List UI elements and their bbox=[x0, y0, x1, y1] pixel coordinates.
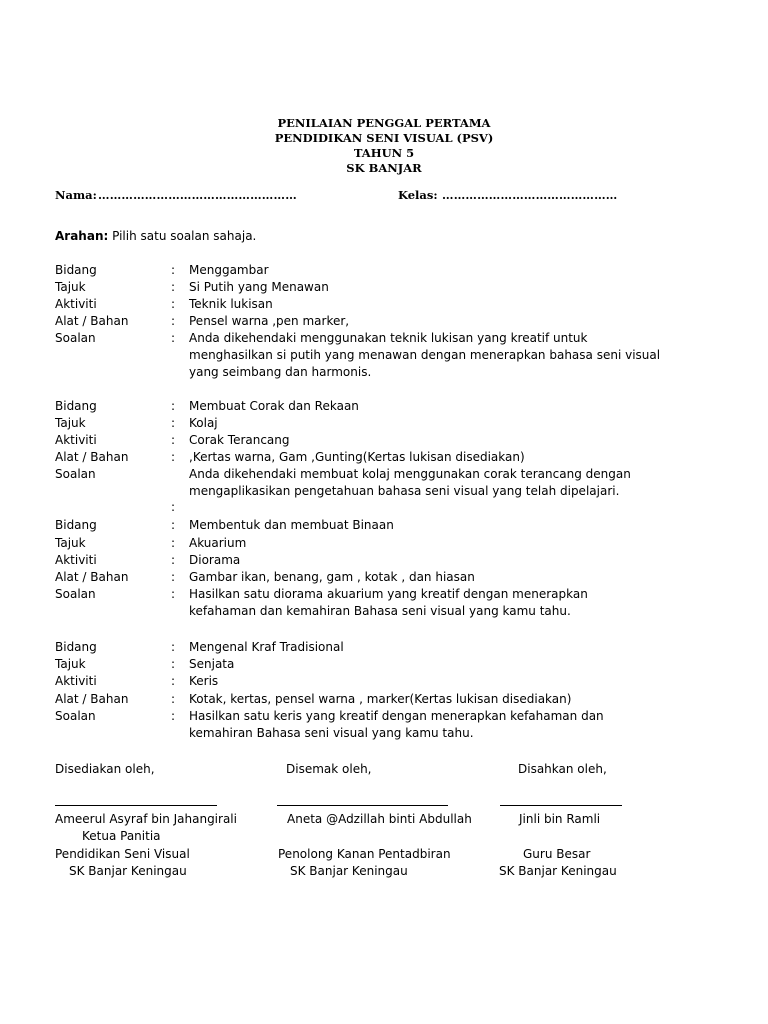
row-label: Bidang bbox=[55, 640, 97, 654]
signature-line bbox=[55, 805, 217, 806]
row-value: Membentuk dan membuat Binaan bbox=[189, 518, 394, 532]
signature-name: Aneta @Adzillah binti Abdullah bbox=[287, 812, 472, 826]
row-label: Tajuk bbox=[55, 416, 86, 430]
row-colon: : bbox=[171, 280, 176, 294]
question-text-continued: mengaplikasikan pengetahuan bahasa seni visual yang telah dipelajari. bbox=[189, 484, 620, 498]
field-row bbox=[0, 674, 768, 691]
row-value: Membuat Corak dan Rekaan bbox=[189, 399, 359, 413]
row-label: Bidang bbox=[55, 399, 97, 413]
row-colon: : bbox=[171, 450, 176, 464]
signature-role: Disemak oleh, bbox=[286, 762, 372, 776]
row-value: Hasilkan satu diorama akuarium yang kreatif dengan menerapkan bbox=[189, 587, 588, 601]
signature-title: Penolong Kanan Pentadbiran bbox=[278, 847, 451, 861]
question-text-continued: kemahiran Bahasa seni visual yang kamu tahu. bbox=[189, 726, 474, 740]
signature-line bbox=[500, 805, 622, 806]
row-value: ,Kertas warna, Gam ,Gunting(Kertas lukisan disediakan) bbox=[189, 450, 525, 464]
row-value: Kolaj bbox=[189, 416, 218, 430]
row-value: Mengenal Kraf Tradisional bbox=[189, 640, 344, 654]
field-row bbox=[0, 570, 768, 587]
signature-role: Disediakan oleh, bbox=[55, 762, 155, 776]
row-value: Hasilkan satu keris yang kreatif dengan menerapkan kefahaman dan bbox=[189, 709, 604, 723]
signature-name: Jinli bin Ramli bbox=[519, 812, 601, 826]
row-value: Kotak, kertas, pensel warna , marker(Kertas lukisan disediakan) bbox=[189, 692, 572, 706]
row-label: Soalan bbox=[55, 709, 96, 723]
field-row bbox=[0, 536, 768, 553]
row-label: Soalan bbox=[55, 467, 96, 481]
field-row bbox=[0, 416, 768, 433]
field-row bbox=[0, 657, 768, 674]
field-row bbox=[0, 263, 768, 280]
row-colon: : bbox=[171, 399, 176, 413]
row-value: Corak Terancang bbox=[189, 433, 290, 447]
row-colon: : bbox=[171, 657, 176, 671]
question-text-continued: menghasilkan si putih yang menawan dengan menerapkan bahasa seni visual bbox=[189, 348, 661, 362]
row-colon: : bbox=[171, 433, 176, 447]
row-colon: : bbox=[171, 640, 176, 654]
signature-school: SK Banjar Keningau bbox=[290, 864, 408, 878]
field-row bbox=[0, 450, 768, 467]
question-text-continued: yang seimbang dan harmonis. bbox=[189, 365, 372, 379]
row-value: Anda dikehendaki membuat kolaj menggunakan corak terancang dengan bbox=[189, 467, 631, 481]
row-colon: : bbox=[171, 263, 176, 277]
row-label: Alat / Bahan bbox=[55, 570, 129, 584]
signature-name: Ameerul Asyraf bin Jahangirali bbox=[55, 812, 237, 826]
row-label: Soalan bbox=[55, 331, 96, 345]
field-row bbox=[0, 399, 768, 416]
field-row bbox=[0, 692, 768, 709]
row-label: Bidang bbox=[55, 263, 97, 277]
question-text-continued: kefahaman dan kemahiran Bahasa seni visual yang kamu tahu. bbox=[189, 604, 571, 618]
row-label: Soalan bbox=[55, 587, 96, 601]
instruction-label: Arahan: bbox=[55, 229, 109, 243]
row-value: Senjata bbox=[189, 657, 235, 671]
row-label: Tajuk bbox=[55, 280, 86, 294]
row-label: Tajuk bbox=[55, 536, 86, 550]
row-value: Akuarium bbox=[189, 536, 247, 550]
kelas-field: ……………………………………… bbox=[442, 188, 618, 202]
stray-colon: : bbox=[171, 500, 176, 514]
field-row bbox=[0, 314, 768, 331]
row-label: Tajuk bbox=[55, 657, 86, 671]
row-label: Aktiviti bbox=[55, 674, 97, 688]
row-label: Alat / Bahan bbox=[55, 450, 129, 464]
row-colon: : bbox=[171, 674, 176, 688]
instruction-text: Pilih satu soalan sahaja. bbox=[108, 229, 257, 243]
row-colon: : bbox=[171, 553, 176, 567]
signature-school: SK Banjar Keningau bbox=[69, 864, 187, 878]
row-label: Bidang bbox=[55, 518, 97, 532]
nama-field: …………………………………………… bbox=[98, 188, 297, 202]
field-row bbox=[0, 553, 768, 570]
row-colon: : bbox=[171, 692, 176, 706]
row-value: Pensel warna ,pen marker, bbox=[189, 314, 350, 328]
nama-label: Nama: bbox=[55, 188, 97, 202]
field-row bbox=[0, 587, 768, 604]
row-value: Si Putih yang Menawan bbox=[189, 280, 329, 294]
signature-line bbox=[277, 805, 448, 806]
row-colon: : bbox=[171, 416, 176, 430]
field-row bbox=[0, 467, 768, 484]
signature-title: Ketua Panitia bbox=[82, 829, 161, 843]
row-value: Menggambar bbox=[189, 263, 269, 277]
row-colon: : bbox=[171, 536, 176, 550]
signature-title: Pendidikan Seni Visual bbox=[55, 847, 190, 861]
signature-title: Guru Besar bbox=[523, 847, 591, 861]
row-label: Alat / Bahan bbox=[55, 692, 129, 706]
row-value: Diorama bbox=[189, 553, 241, 567]
subject-title: PENDIDIKAN SENI VISUAL (PSV) bbox=[274, 131, 494, 145]
row-value: Keris bbox=[189, 674, 219, 688]
row-colon: : bbox=[171, 331, 176, 345]
row-colon: : bbox=[171, 709, 176, 723]
row-colon: : bbox=[171, 570, 176, 584]
row-colon: : bbox=[171, 587, 176, 601]
row-label: Alat / Bahan bbox=[55, 314, 129, 328]
field-row bbox=[0, 297, 768, 314]
row-label: Aktiviti bbox=[55, 297, 97, 311]
field-row bbox=[0, 331, 768, 348]
instruction bbox=[55, 229, 256, 243]
exam-title: PENILAIAN PENGGAL PERTAMA bbox=[277, 116, 491, 130]
year-title: TAHUN 5 bbox=[353, 146, 415, 160]
field-row bbox=[0, 280, 768, 297]
row-colon: : bbox=[171, 297, 176, 311]
signature-role: Disahkan oleh, bbox=[518, 762, 607, 776]
field-row bbox=[0, 640, 768, 657]
row-label: Aktiviti bbox=[55, 553, 97, 567]
row-label: Aktiviti bbox=[55, 433, 97, 447]
row-colon: : bbox=[171, 314, 176, 328]
row-value: Anda dikehendaki menggunakan teknik lukisan yang kreatif untuk bbox=[189, 331, 588, 345]
row-colon: : bbox=[171, 518, 176, 532]
kelas-label: Kelas: bbox=[398, 188, 438, 202]
school-title: SK BANJAR bbox=[346, 161, 422, 175]
row-value: Teknik lukisan bbox=[189, 297, 273, 311]
field-row bbox=[0, 518, 768, 535]
row-value: Gambar ikan, benang, gam , kotak , dan hiasan bbox=[189, 570, 475, 584]
field-row bbox=[0, 709, 768, 726]
signature-school: SK Banjar Keningau bbox=[499, 864, 617, 878]
field-row bbox=[0, 433, 768, 450]
